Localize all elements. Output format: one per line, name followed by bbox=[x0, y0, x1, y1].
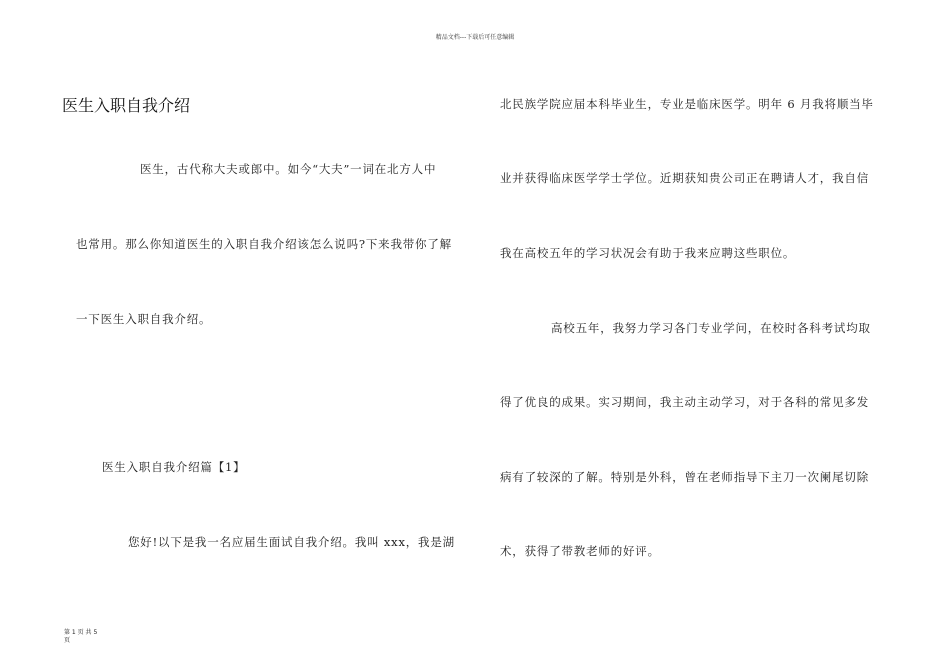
right-paragraph-line: 得了优良的成果。实习期间，我主动主动学习，对于各科的常见多发 bbox=[500, 395, 869, 409]
right-paragraph-line: 北民族学院应届本科毕业生，专业是临床医学。明年 6 月我将顺当毕 bbox=[500, 97, 874, 111]
right-paragraph-line: 病有了较深的了解。特别是外科，曾在老师指导下主刀一次阑尾切除 bbox=[500, 470, 869, 484]
page-header: 精品文档---下载后可任意编辑 bbox=[435, 34, 515, 41]
section-heading: 医生入职自我介绍篇【1】 bbox=[102, 460, 246, 474]
left-paragraph-line: 也常用。那么你知道医生的入职自我介绍该怎么说吗?下来我带你了解 bbox=[76, 237, 452, 251]
document-title: 医生入职自我介绍 bbox=[62, 96, 191, 115]
left-paragraph-line: 一下医生入职自我介绍。 bbox=[76, 312, 212, 326]
right-paragraph-line: 高校五年，我努力学习各门专业学问，在校时各科考试均取 bbox=[551, 321, 871, 335]
left-paragraph-line: 您好!以下是我一名应届生面试自我介绍。我叫 xxx，我是湖 bbox=[128, 535, 455, 549]
right-paragraph-line: 术，获得了带教老师的好评。 bbox=[500, 544, 660, 558]
left-paragraph-line: 医生，古代称大夫或郎中。如今“大夫”一词在北方人中 bbox=[140, 162, 437, 176]
page-number-suffix: 页 bbox=[64, 637, 71, 644]
right-paragraph-line: 我在高校五年的学习状况会有助于我来应聘这些职位。 bbox=[500, 246, 796, 260]
page-number: 第 1 页 共 5 bbox=[64, 629, 98, 636]
right-paragraph-line: 业并获得临床医学学士学位。近期获知贵公司正在聘请人才，我自信 bbox=[500, 171, 869, 185]
